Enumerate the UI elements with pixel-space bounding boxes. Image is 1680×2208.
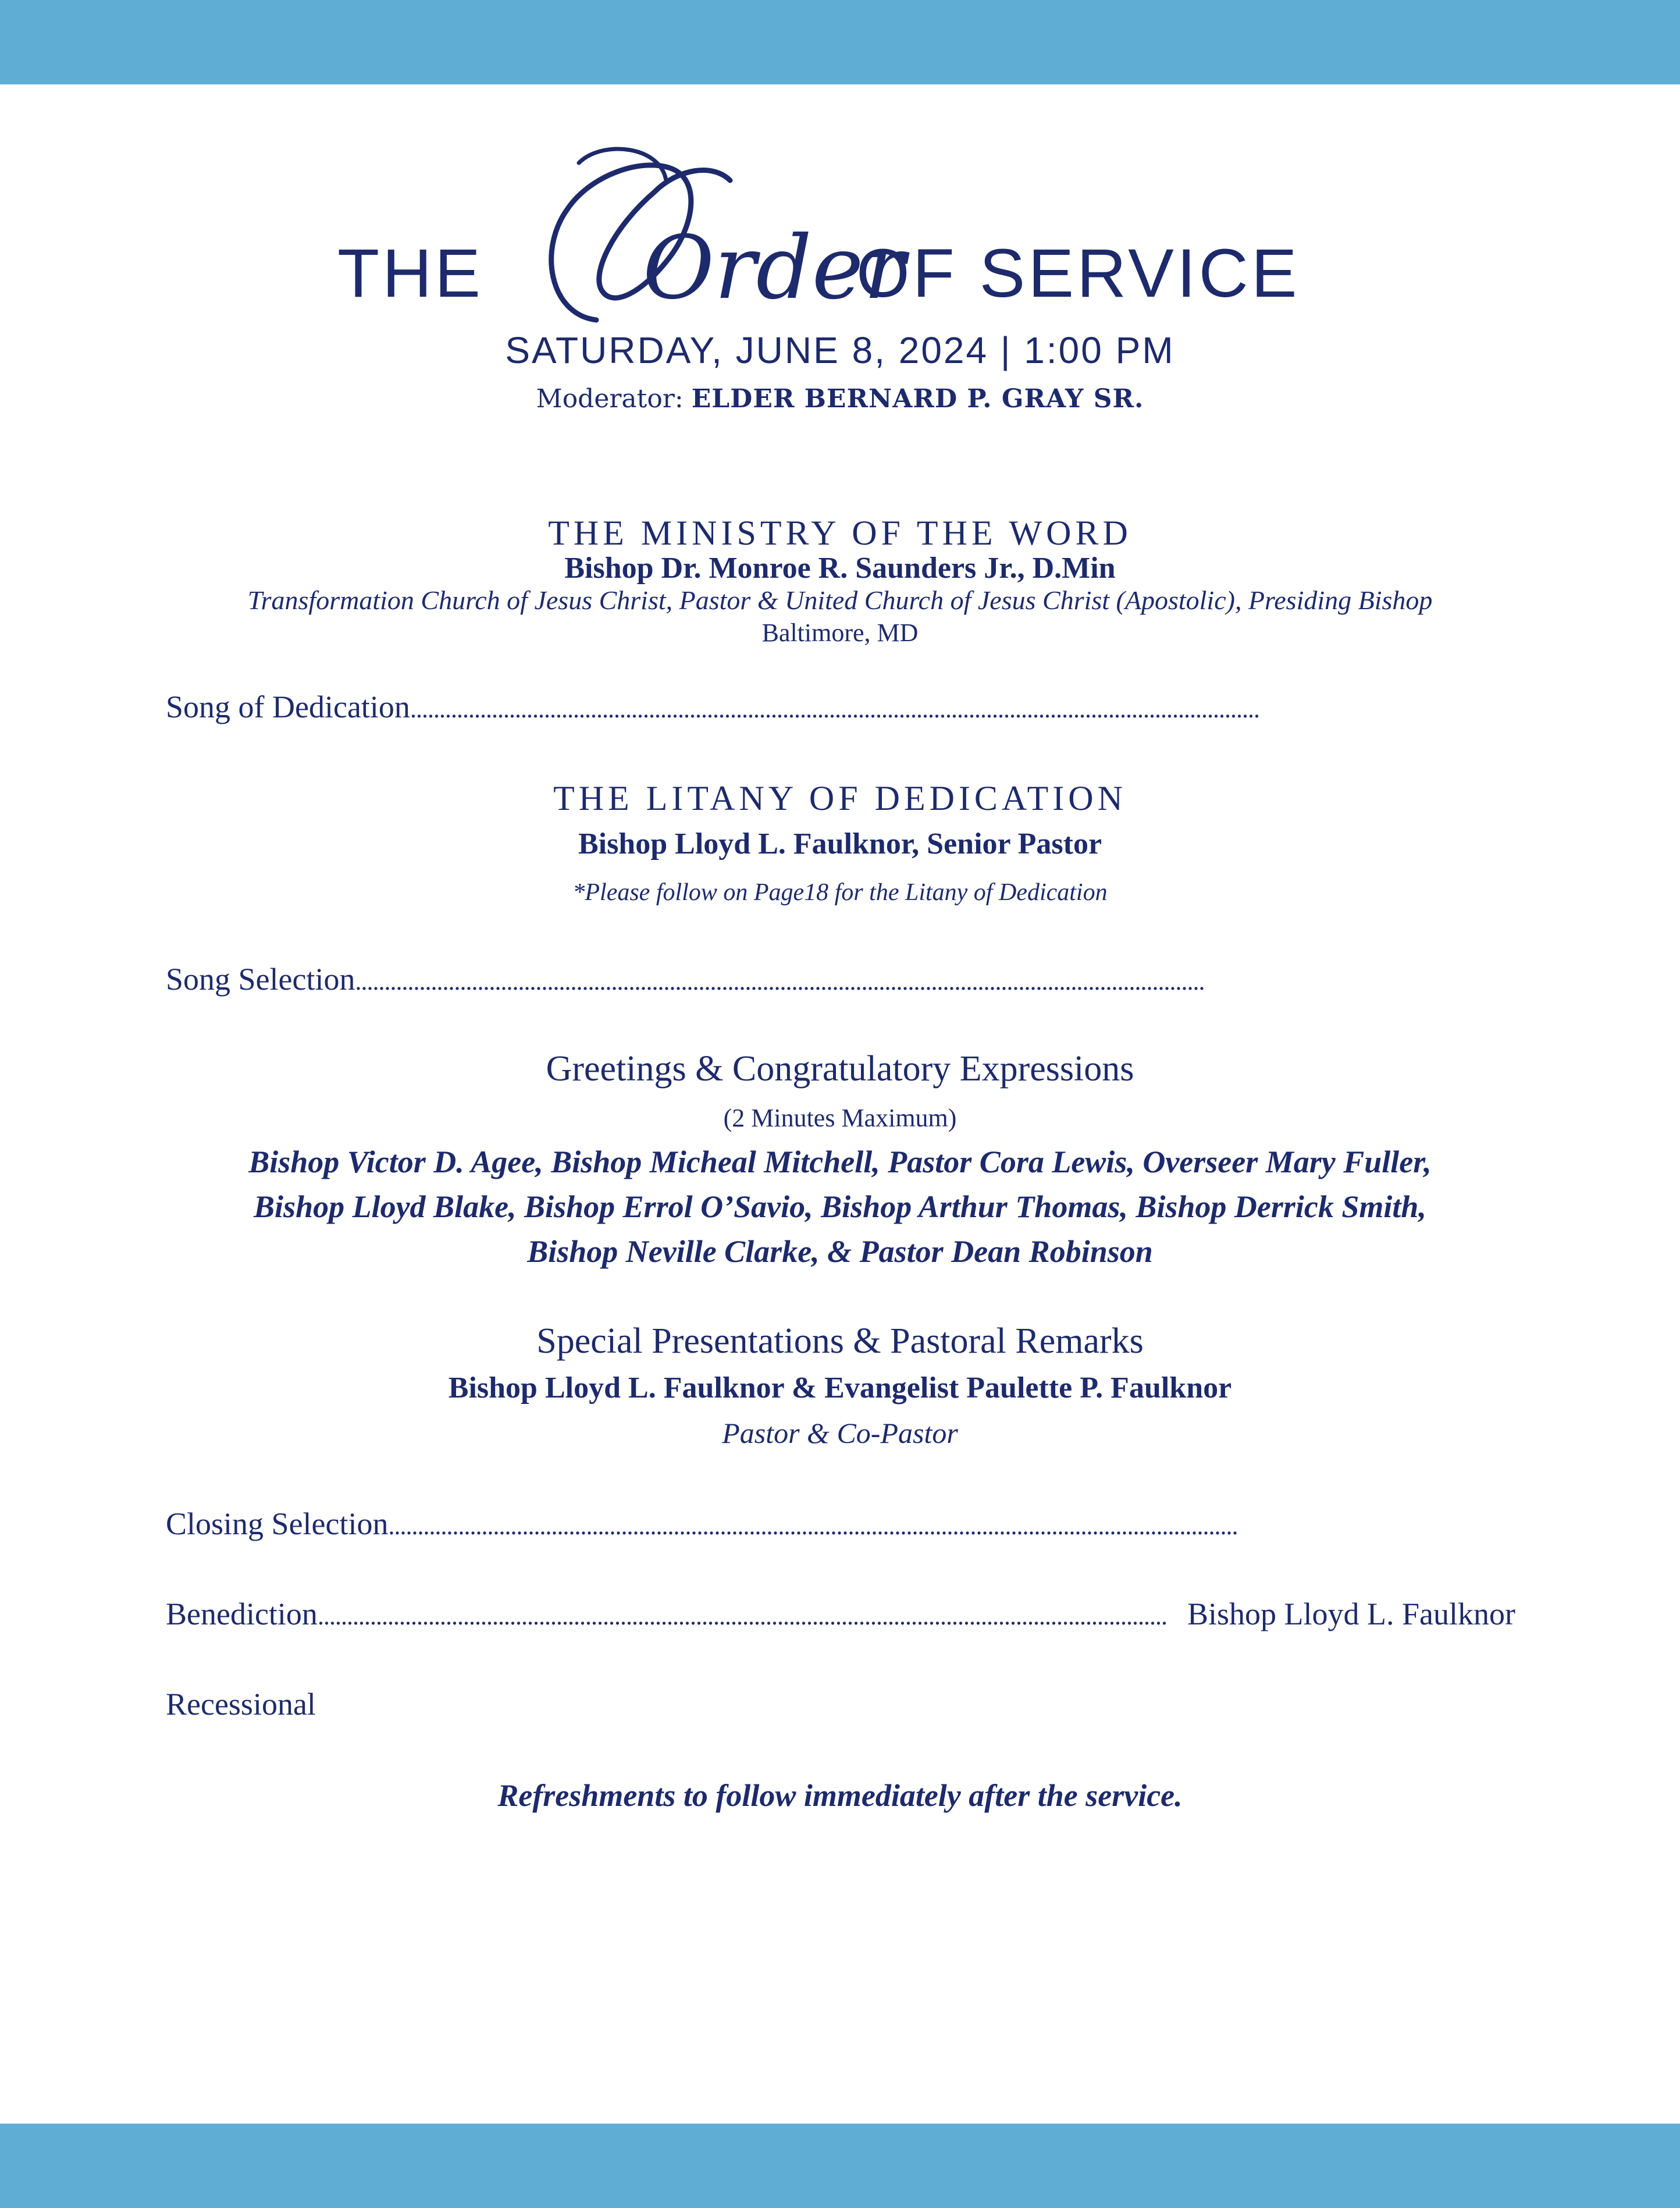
benediction-officiant: Bishop Lloyd L. Faulknor (1187, 1597, 1515, 1631)
dot-leader (410, 689, 1515, 725)
program-closing-selection (166, 1506, 1515, 1546)
program-song-selection (166, 961, 1515, 1002)
ministry-speaker: Bishop Dr. Monroe R. Saunders Jr., D.Min (564, 552, 1116, 585)
ministry-heading: THE MINISTRY OF THE WORD (548, 514, 1132, 552)
bottom-color-band (0, 2124, 1680, 2208)
greetings-heading: Greetings & Congratulatory Expressions (546, 1049, 1134, 1089)
greetings-limit: (2 Minutes Maximum) (723, 1104, 957, 1132)
presentations-names: Bishop Lloyd L. Faulknor & Evangelist Paulette P. Faulknor (448, 1371, 1232, 1405)
ministry-affiliation: Transformation Church of Jesus Christ, Pastor & United Church of Jesus Christ (Apostolic), Presiding Bishop (247, 585, 1433, 615)
moderator-label: Moderator: (536, 384, 684, 414)
moderator-line (0, 384, 1680, 414)
litany-note: *Please follow on Page18 for the Litany of Dedication (572, 879, 1108, 906)
title-suffix: OF SERVICE (856, 235, 1300, 312)
top-color-band (0, 0, 1680, 84)
title-prefix: THE (337, 235, 483, 312)
program-item-label: Benediction (166, 1597, 318, 1631)
program-recessional (166, 1686, 1515, 1727)
greetings-names-line-3: Bishop Neville Clarke, & Pastor Dean Robinson (527, 1234, 1153, 1269)
litany-leader: Bishop Lloyd L. Faulknor, Senior Pastor (578, 827, 1102, 861)
greetings-names-line-2: Bishop Lloyd Blake, Bishop Errol O’Savio, Bishop Arthur Thomas, Bishop Derrick Smith, (254, 1189, 1426, 1224)
service-date: SATURDAY, JUNE 8, 2024 | 1:00 PM (505, 329, 1175, 371)
dot-leader (388, 1506, 1515, 1542)
program-song-of-dedication (166, 689, 1515, 730)
footer-note: Refreshments to follow immediately after the service. (497, 1778, 1183, 1813)
program-benediction (166, 1596, 1515, 1637)
program-item-label: Song of Dedication (166, 689, 410, 724)
title-script-order (526, 145, 906, 326)
program-item-label: Song Selection (166, 962, 355, 997)
dot-leader (355, 961, 1515, 997)
program-item-label: Recessional (166, 1687, 316, 1722)
page-title (326, 145, 1355, 343)
svg-text:Order: Order (643, 218, 906, 319)
dot-leader (318, 1596, 1186, 1632)
program-item-label: Closing Selection (166, 1506, 389, 1541)
presentations-heading: Special Presentations & Pastoral Remarks (536, 1321, 1144, 1361)
moderator-name: ELDER BERNARD P. GRAY SR. (691, 384, 1144, 414)
litany-heading: THE LITANY OF DEDICATION (553, 779, 1127, 817)
ministry-location: Baltimore, MD (761, 618, 919, 647)
greetings-names-line-1: Bishop Victor D. Agee, Bishop Micheal Mitchell, Pastor Cora Lewis, Overseer Mary Fuller, (248, 1144, 1432, 1179)
presentations-roles: Pastor & Co-Pastor (722, 1417, 958, 1449)
